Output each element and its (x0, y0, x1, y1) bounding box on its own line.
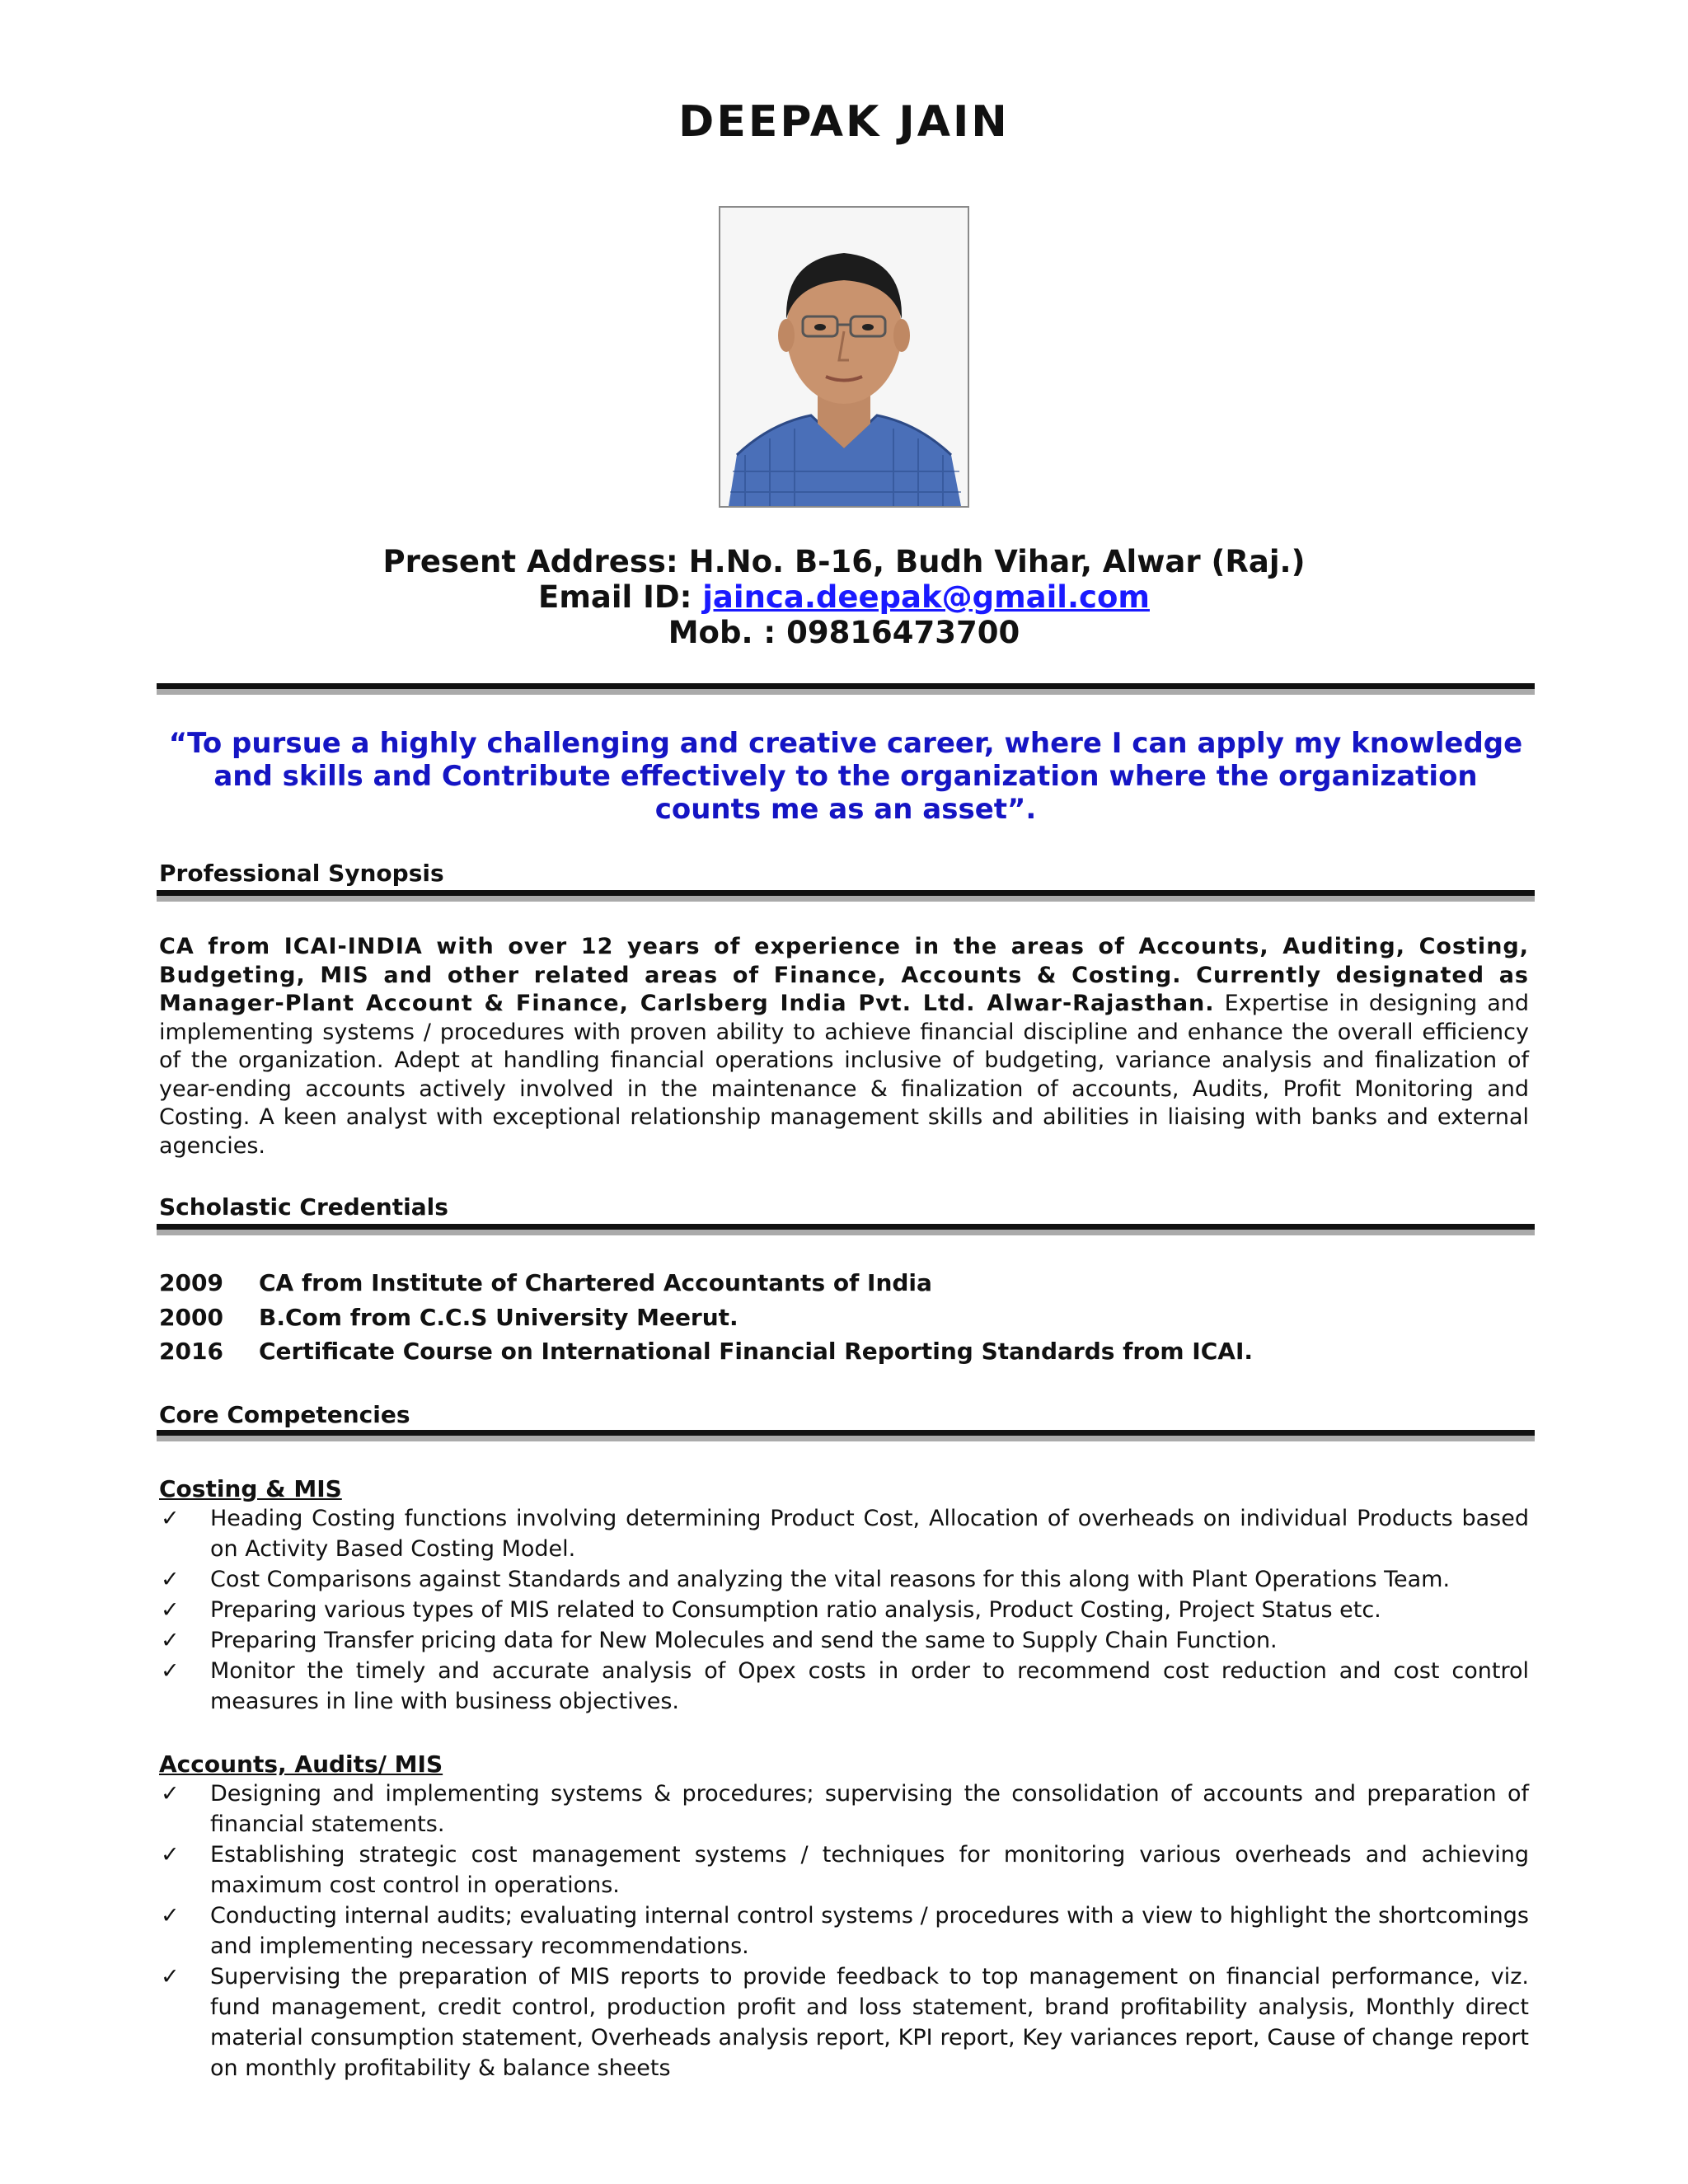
check-icon: ✓ (161, 1597, 180, 1623)
credential-text: Certificate Course on International Financial Reporting Standards from ICAI. (259, 1338, 1253, 1365)
check-icon: ✓ (161, 1658, 180, 1684)
list-item: ✓ Heading Costing functions involving determining Product Cost, Allocation of overheads on individual Products based on Activity Based Costing Model. (159, 1503, 1529, 1564)
synopsis-highlight: CA from ICAI-INDIA with over 12 years of experience in the areas of Accounts, Auditing, Costing, Budgeting, MIS and other related areas of Finance, Accounts & Costing. Currently designated as Manager-Plant Account & Finance, Carlsberg India Pvt. Ltd. Alwar-Rajasthan. (159, 934, 1529, 1016)
profile-photo-image (720, 208, 968, 506)
check-icon: ✓ (161, 1842, 180, 1868)
header-divider (157, 683, 1535, 695)
check-icon: ✓ (161, 1903, 180, 1929)
credential-year: 2016 (159, 1338, 223, 1365)
mobile-number: Mob. : 09816473700 (668, 615, 1020, 650)
list-item: ✓ Supervising the preparation of MIS reports to provide feedback to top management on financial performance, viz. fund management, credit control, production profit and loss statement, brand profitability analysis, Monthly direct material consumption statement, Overheads analysis report, KPI report, Key variances report, Cause of change report on monthly profitability & balance sheets (159, 1961, 1529, 2083)
list-item: ✓ Preparing Transfer pricing data for New Molecules and send the same to Supply Chain Function. (159, 1625, 1529, 1656)
synopsis-divider (157, 890, 1535, 902)
accounts-bullet-list (159, 1779, 1529, 2083)
profile-photo (719, 206, 969, 508)
section-title-credentials: Scholastic Credentials (159, 1193, 448, 1221)
check-icon: ✓ (161, 1781, 180, 1807)
email-line (0, 579, 1688, 615)
list-item: ✓ Cost Comparisons against Standards and analyzing the vital reasons for this along with Plant Operations Team. (159, 1564, 1529, 1595)
section-title-synopsis: Professional Synopsis (159, 860, 444, 887)
email-link[interactable]: jainca.deepak@gmail.com (702, 579, 1150, 615)
list-item: ✓ Establishing strategic cost management systems / techniques for monitoring various overheads and achieving maximum cost control in operations. (159, 1840, 1529, 1900)
synopsis-text: Expertise in designing and implementing systems / procedures with proven ability to achieve financial discipline and enhance the overall efficiency of the organization. Adept at handling financial operations inclusive of budgeting, variance analysis and finalization of year-ending accounts actively involved in the maintenance & finalization of accounts, Audits, Profit Monitoring and Costing. A keen analyst with exceptional relationship management skills and abilities in liaising with banks and external agencies. (159, 991, 1530, 1159)
check-icon: ✓ (161, 1628, 180, 1653)
credential-year: 2009 (159, 1269, 223, 1296)
professional-synopsis (159, 933, 1529, 1160)
credentials-divider (157, 1224, 1535, 1235)
check-icon: ✓ (161, 1506, 180, 1531)
competencies-divider (157, 1430, 1535, 1441)
check-icon: ✓ (161, 1964, 180, 1990)
career-objective: “To pursue a highly challenging and creative career, where I can apply my knowledge and skills and Contribute effectively to the organization where the organization counts me as an asset”. (168, 727, 1523, 826)
candidate-name: DEEPAK JAIN (678, 97, 1010, 147)
list-item: ✓ Preparing various types of MIS related to Consumption ratio analysis, Product Costing, Project Status etc. (159, 1595, 1529, 1625)
credential-text: B.Com from C.C.S University Meerut. (259, 1304, 738, 1331)
check-icon: ✓ (161, 1567, 180, 1592)
list-item: ✓ Conducting internal audits; evaluating internal control systems / procedures with a view to highlight the shortcomings and implementing necessary recommendations. (159, 1900, 1529, 1961)
credential-year: 2000 (159, 1304, 223, 1331)
subsection-title-costing: Costing & MIS (159, 1475, 342, 1502)
costing-bullet-list (159, 1503, 1529, 1717)
credential-text: CA from Institute of Chartered Accountants of India (259, 1269, 932, 1296)
list-item: ✓ Monitor the timely and accurate analysis of Opex costs in order to recommend cost reduction and cost control measures in line with business objectives. (159, 1656, 1529, 1717)
email-label: Email ID: (538, 579, 703, 615)
present-address: Present Address: H.No. B-16, Budh Vihar, Alwar (Raj.) (382, 544, 1306, 579)
section-title-competencies: Core Competencies (159, 1401, 410, 1428)
subsection-title-accounts: Accounts, Audits/ MIS (159, 1750, 443, 1778)
list-item: ✓ Designing and implementing systems & procedures; supervising the consolidation of accounts and preparation of financial statements. (159, 1779, 1529, 1840)
